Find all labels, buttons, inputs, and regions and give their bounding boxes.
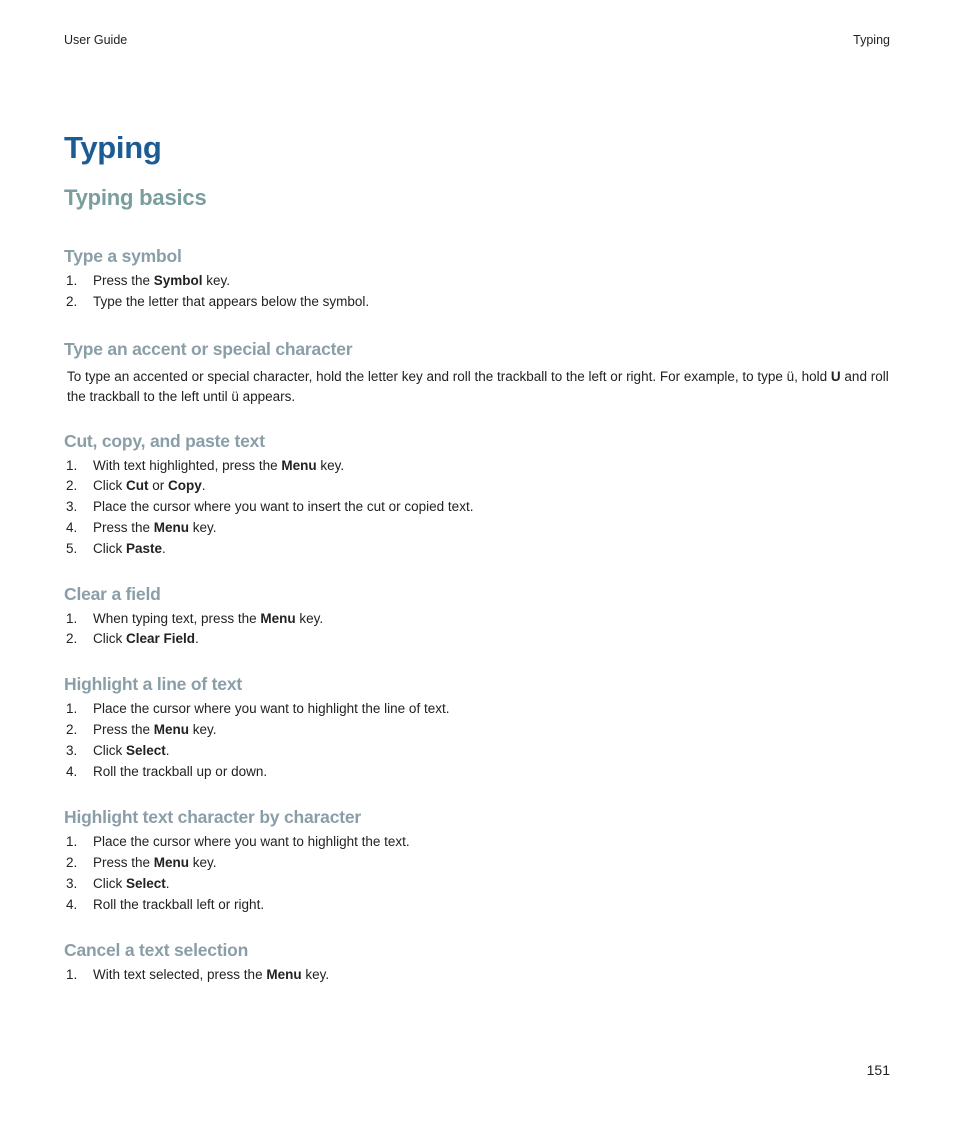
running-header-right: Typing (853, 33, 890, 47)
list-item: 2. Click Clear Field. (66, 631, 199, 647)
section-clear-field (64, 582, 892, 651)
section-highlight-char (64, 805, 892, 915)
steps-list (64, 456, 892, 560)
topic-heading: Cut, copy, and paste text (64, 430, 265, 451)
list-item: 1. Place the cursor where you want to highlight the line of text. (66, 701, 450, 717)
list-item: 4. Roll the trackball left or right. (66, 896, 265, 912)
steps-list (64, 699, 892, 782)
topic-heading: Clear a field (64, 583, 161, 604)
list-item: 2. Click Cut or Copy. (66, 478, 206, 494)
list-item: 2. Press the Menu key. (66, 721, 217, 737)
section-type-symbol (64, 244, 892, 313)
topic-heading: Cancel a text selection (64, 939, 249, 960)
topic-heading: Type a symbol (64, 246, 182, 266)
list-item: 3. Click Select. (66, 875, 170, 891)
list-item: 3. Click Select. (66, 742, 170, 758)
list-item: 1. When typing text, press the Menu key. (66, 610, 324, 626)
list-item: 4. Press the Menu key. (66, 519, 217, 535)
list-item: 4. Roll the trackball up or down. (66, 763, 268, 779)
steps-list (64, 271, 892, 313)
paragraph: To type an accented or special character, hold the letter key and roll the trackball to the left or right. For example, to type ü, hold U and roll the trackball to the left until ü appears. (67, 368, 889, 404)
topic-heading: Highlight text character by character (64, 807, 362, 828)
list-item: 2. Press the Menu key. (66, 855, 217, 871)
chapter-title: Typing (64, 130, 162, 165)
list-item: 1. With text selected, press the Menu key. (66, 966, 330, 982)
list-item: 1. With text highlighted, press the Menu key. (66, 457, 345, 473)
section-highlight-line (64, 672, 892, 782)
list-item: 3. Place the cursor where you want to insert the cut or copied text. (66, 499, 474, 515)
steps-list (64, 609, 892, 651)
list-item: 2. Type the letter that appears below the symbol. (66, 293, 370, 309)
running-header-left: User Guide (64, 33, 128, 47)
page-content (64, 128, 892, 985)
list-item: 5. Click Paste. (66, 540, 166, 556)
steps-list (64, 832, 892, 915)
topic-heading: Highlight a line of text (64, 674, 242, 695)
page-number: 151 (866, 1062, 890, 1078)
list-item: 1. Press the Symbol key. (66, 273, 231, 288)
section-title: Typing basics (64, 185, 207, 210)
topic-heading: Type an accent or special character (64, 338, 353, 359)
steps-list (64, 965, 892, 986)
section-cancel-selection (64, 938, 892, 986)
section-cut-copy-paste (64, 429, 892, 560)
list-item: 1. Place the cursor where you want to highlight the text. (66, 834, 410, 850)
section-accent (64, 337, 892, 407)
